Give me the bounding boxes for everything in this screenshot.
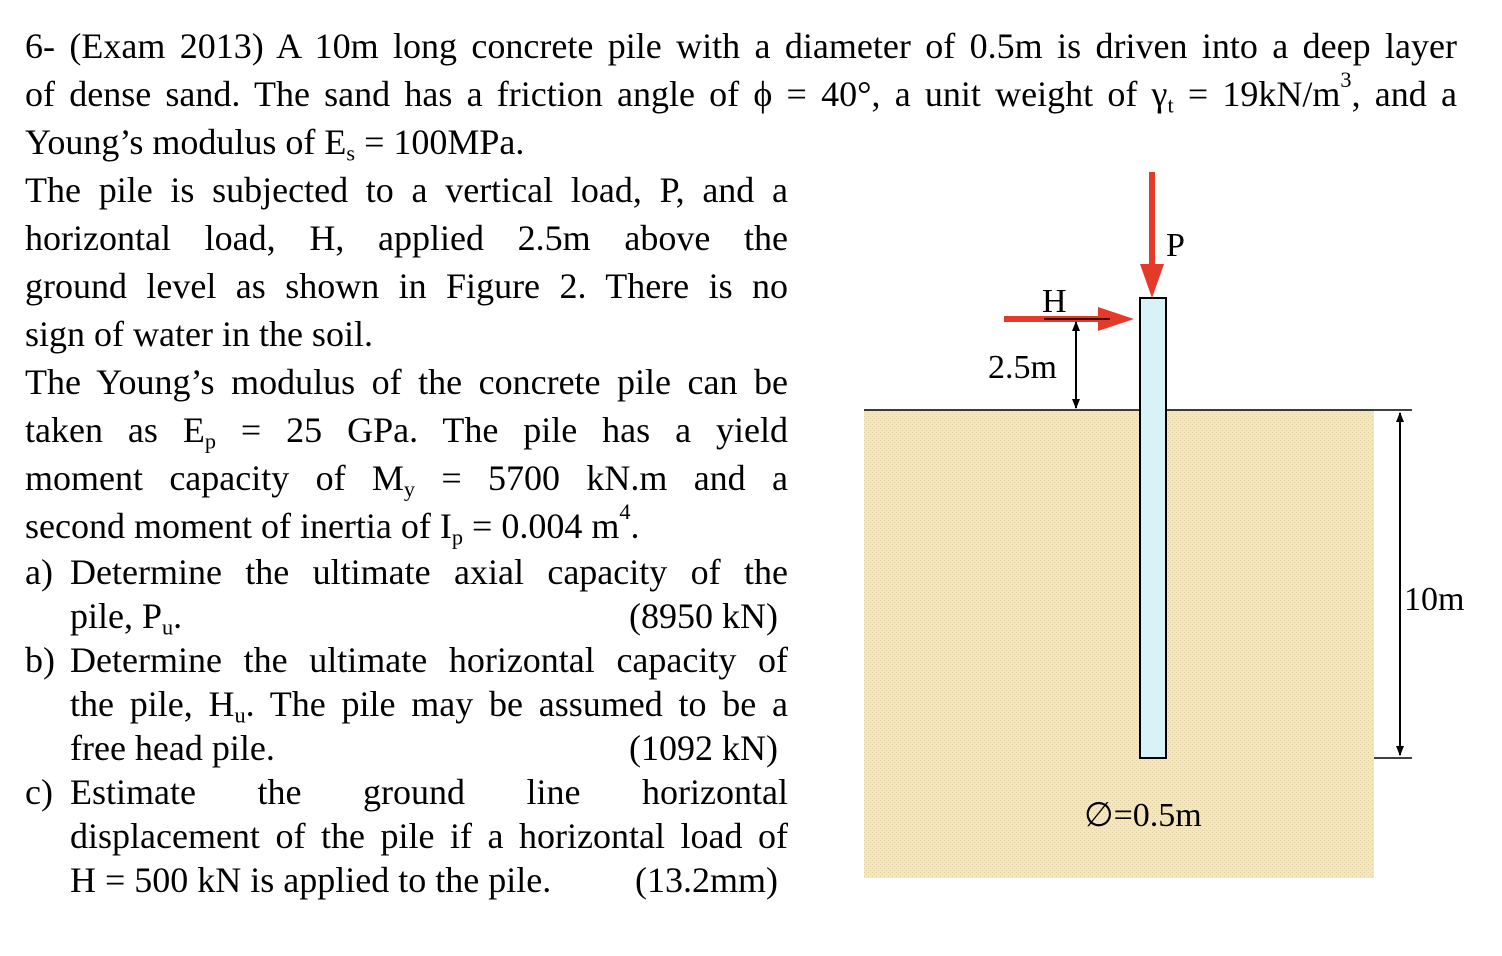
part-b-line-2: the pile, $H_u$. The pile may be assumed to be a: [70, 684, 788, 728]
properties-line-3: moment capacity of $M_y = 5700$ kN.m and a: [25, 458, 788, 502]
label-diameter: ∅=0.5m: [1084, 797, 1202, 834]
label-H: H: [1042, 283, 1067, 320]
part-b-line-1: b) Determine the ultimate horizontal capacity of: [25, 636, 788, 684]
intro-line-1: 6- (Exam 2013) A 10m long concrete pile with a diameter of 0.5m is driven into a deep layer: [25, 26, 1457, 66]
part-c-label: c): [25, 772, 53, 812]
part-b-answer: (1092 kN): [629, 728, 778, 768]
part-a-line-1: a) Determine the ultimate axial capacity of the: [25, 548, 788, 596]
properties-line-4: second moment of inertia of $I_p = 0.004$ $m^4$.: [25, 499, 640, 550]
intro-line-3: Young’s modulus of $E_s = 100MPa$.: [25, 122, 525, 166]
part-c-line-3: H = 500 kN is applied to the pile. (13.2mm): [70, 856, 788, 904]
intro-line-2: of dense sand. The sand has a friction angle of ϕ = 40°, a unit weight of $\gamma_t = 19kN/m^3$, and a: [25, 67, 1457, 118]
vertical-load-arrow: [1140, 172, 1164, 298]
part-c-line-1: c) Estimate the ground line horizontal: [25, 768, 788, 816]
label-P: P: [1166, 227, 1185, 264]
part-c-line-2: displacement of the pile if a horizontal load of: [70, 816, 788, 856]
loading-line-1: The pile is subjected to a vertical load, P, and a: [25, 170, 788, 210]
part-a-answer: (8950 kN): [629, 596, 778, 636]
loading-line-2: horizontal load, H, applied 2.5m above the: [25, 218, 788, 258]
properties-line-2: taken as $E_p = 25$ GPa. The pile has a yield: [25, 410, 788, 454]
part-c-answer: (13.2mm): [635, 860, 778, 900]
label-length: 10m: [1404, 581, 1465, 618]
part-a-label: a): [25, 552, 53, 592]
loading-line-3: ground level as shown in Figure 2. There is no: [25, 266, 788, 306]
label-height: 2.5m: [988, 349, 1057, 386]
part-a-line-2: pile, $P_u$. (8950 kN): [70, 592, 788, 640]
loading-line-4: sign of water in the soil.: [25, 314, 373, 354]
part-b-label: b): [25, 640, 55, 680]
part-b-line-3: free head pile. (1092 kN): [70, 724, 788, 772]
properties-line-1: The Young’s modulus of the concrete pile can be: [25, 362, 788, 402]
concrete-pile: [1140, 298, 1166, 758]
